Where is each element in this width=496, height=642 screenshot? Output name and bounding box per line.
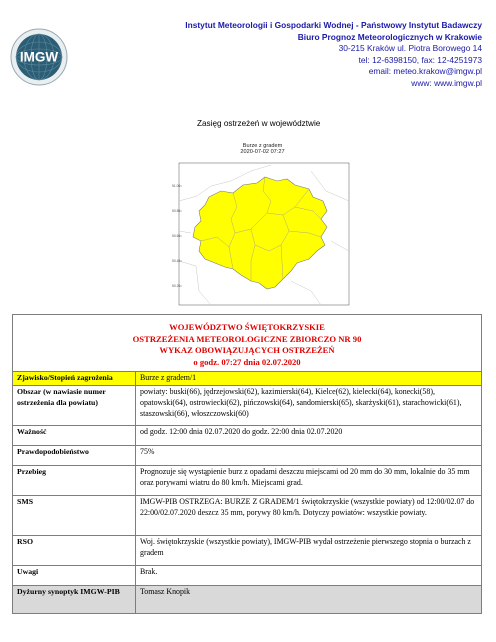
- row-key: Przebieg: [13, 466, 136, 496]
- row-value: od godz. 12:00 dnia 02.07.2020 do godz. 22:00 dnia 02.07.2020: [136, 426, 482, 446]
- email[interactable]: email: meteo.krakow@imgw.pl: [368, 66, 482, 77]
- row-value: 75%: [136, 446, 482, 466]
- table-row: [13, 566, 482, 586]
- row-key: Dyżurny synoptyk IMGW-PIB: [13, 586, 136, 614]
- table-header-row: [13, 315, 482, 372]
- lat-tick: 50.20: [172, 284, 181, 288]
- logo-text: IMGW: [19, 49, 59, 65]
- list-title: WYKAZ OBOWIĄZUJĄCYCH OSTRZEŻEŃ: [159, 345, 335, 356]
- map-title: Zasięg ostrzeżeń w województwie: [197, 119, 321, 128]
- row-key: SMS: [13, 496, 136, 536]
- map-timestamp: 2020-07-02 07:27: [240, 149, 285, 156]
- phone: tel: 12-6398150, fax: 12-4251973: [358, 54, 482, 65]
- website[interactable]: www: www.imgw.pl: [411, 77, 482, 88]
- warning-map: [171, 141, 354, 308]
- row-value: Woj. świętokrzyskie (wszystkie powiaty), IMGW-PIB wydał ostrzeżenie pierwszego stopnia o burzach z gradem: [136, 536, 482, 566]
- table-row: [13, 536, 482, 566]
- row-key: Ważność: [13, 426, 136, 446]
- table-row: [13, 446, 482, 466]
- lat-tick: 50.40: [172, 259, 181, 263]
- row-value: powiaty: buski(66), jędrzejowski(62), kazimierski(64), Kielce(62), kielecki(64), konecki(58), opatowski(64), ostrowiecki(62), pińczowski(64), sandomierski(65), skarżyski(61), starachowicki(61), staszowski(66), włoszczowski(60): [136, 386, 482, 426]
- institute-info: [185, 20, 482, 90]
- row-value: Tomasz Knopik: [136, 586, 482, 614]
- lat-tick: 51.00: [172, 184, 181, 188]
- institute-name: Instytut Meteorologii i Gospodarki Wodnej - Państwowy Instytut Badawczy: [185, 20, 482, 30]
- bulletin-title: OSTRZEŻENIA METEOROLOGICZNE ZBIORCZO NR 90: [132, 333, 362, 344]
- row-value: Brak.: [136, 566, 482, 586]
- address: 30-215 Kraków ul. Piotra Borowego 14: [338, 43, 482, 54]
- row-value: Burze z gradem/1: [136, 372, 482, 386]
- map-subtitle: Burze z gradem: [242, 143, 283, 149]
- row-key: Zjawisko/Stopień zagrożenia: [13, 372, 136, 386]
- imgw-logo: [10, 28, 68, 86]
- table-row: [13, 496, 482, 536]
- lat-tick: 50.60: [172, 234, 181, 238]
- map-svg: [171, 141, 354, 308]
- table-row: [13, 586, 482, 614]
- table-row: [13, 372, 482, 386]
- voivodeship-title: WOJEWÓDZTWO ŚWIĘTOKRZYSKIE: [169, 322, 325, 332]
- issue-time: o godz. 07:27 dnia 02.07.2020: [193, 356, 301, 367]
- row-key: Obszar (w nawiasie numer ostrzeżenia dla powiatu): [13, 386, 136, 426]
- table-row: [13, 426, 482, 446]
- row-key: Prawdopodobieństwo: [13, 446, 136, 466]
- row-value: Prognozuje się wystąpienie burz z opadami deszczu miejscami od 20 mm do 30 mm, lokalnie do 35 mm oraz porywami wiatru do 80 km/h. Miejscami grad.: [136, 466, 482, 496]
- office-name: Biuro Prognoz Meteorologicznych w Krakowie: [297, 31, 482, 42]
- table-row: [13, 386, 482, 426]
- row-value: IMGW-PIB OSTRZEGA: BURZE Z GRADEM/1 świętokrzyskie (wszystkie powiaty) od 12:00/02.07 do 22:00/02.07.2020 deszcz 35 mm, porywy 80 km/h. Dotyczy powiatów: wszystkie powiaty.: [136, 496, 482, 536]
- table-row: [13, 466, 482, 496]
- row-key: RSO: [13, 536, 136, 566]
- map-caption: [171, 143, 354, 156]
- lat-tick: 50.80: [172, 209, 181, 213]
- warning-table: [12, 314, 482, 614]
- row-key: Uwagi: [13, 566, 136, 586]
- table-header-cell: [13, 315, 482, 372]
